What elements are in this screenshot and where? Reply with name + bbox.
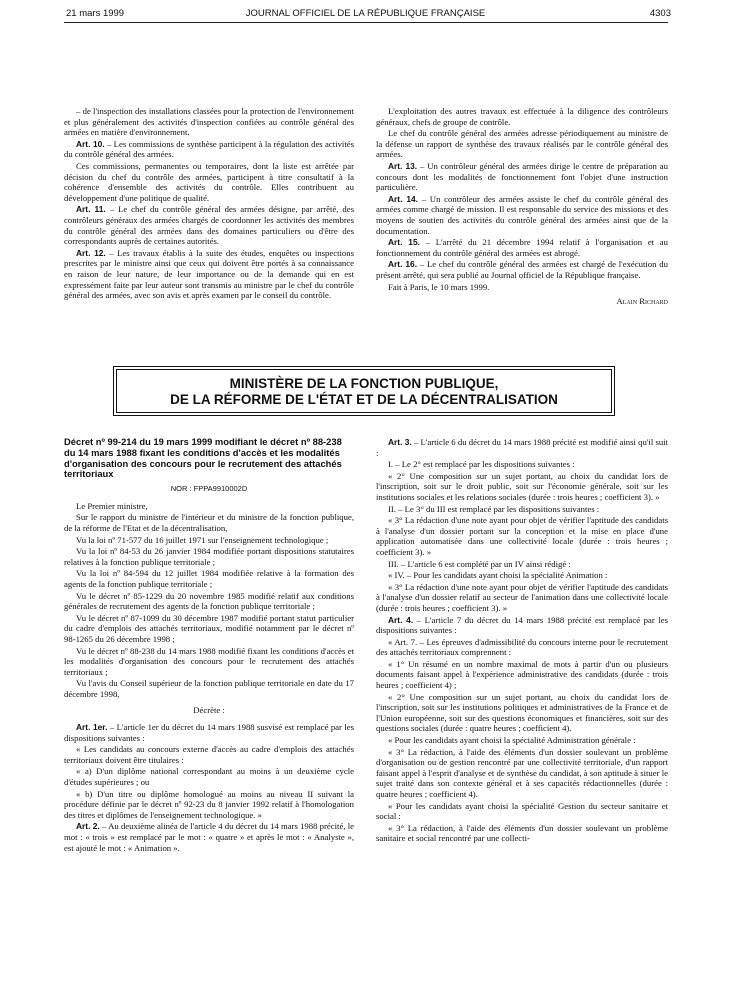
paragraph bbox=[64, 568, 354, 589]
paragraph-text: « 3° La rédaction, à l'aide des éléments d'un dossier soulevant un problème d'organisation ou de gestion rencontré par une collectivité territoriale, d'un rapport faisant appel à l'esprit d'analyse et de synthèse du candidat, à son aptitude à situer le sujet traité dans son contexte général et à ses capacités rédactionnelles (durée : quatre heures ; coefficient 4). bbox=[376, 746, 668, 799]
paragraph-text: « 2° Une composition sur un sujet portant, au choix du candidat lors de l'inscription, soit sur le droit public, soit sur l'économie générale, soit sur les institutions sociales et les relations sociales (durée : trois heures ; coefficient 3). » bbox=[376, 470, 668, 502]
paragraph bbox=[64, 106, 354, 138]
paragraph-text: – L'article 6 du décret du 14 mars 1988 précité est modifié ainsi qu'il suit : bbox=[376, 437, 668, 458]
paragraph bbox=[376, 692, 668, 734]
paragraph-text: Le chef du contrôle général des armées adresse périodiquement au ministre de la défense un rapport de synthèse des travaux réalisés par le contrôle général des armées. bbox=[376, 128, 668, 160]
paragraph-text: « Pour les candidats ayant choisi la spécialité Administration générale : bbox=[388, 735, 636, 746]
signature: Alain Richard bbox=[616, 296, 668, 307]
paragraph-text: « a) D'un diplôme national correspondant au moins à un deuxième cycle d'études supérieures ; ou bbox=[64, 766, 354, 788]
paragraph bbox=[64, 705, 354, 716]
paragraph bbox=[376, 615, 668, 636]
paragraph bbox=[64, 161, 354, 203]
paragraph-text: – Le chef du contrôle général des armées désigne, par arrêté, des contrôleurs généraux des armées chargés de coordonner les activités des membres du contrôle général des armées dans des domaines particuliers ou d'être des correspondants auprès de certaines autorités. bbox=[64, 204, 354, 247]
paragraph-text: – Un contrôleur général des armées dirige le centre de préparation au concours dont les modalités de fonctionnement font l'objet d'une instruction particulière. bbox=[376, 160, 668, 193]
header-rule bbox=[64, 22, 668, 23]
paragraph bbox=[376, 471, 668, 503]
paragraph-text: III. – L'article 6 est complété par un IV ainsi rédigé : bbox=[388, 558, 571, 569]
paragraph-text: Ces commissions, permanentes ou temporaires, dont la liste est arrêtée par décision du chef du contrôle des armées, participent à titre consultatif à la cohérence d'ensemble des activités du contrôle. Elles contribuent au développement d'une politique de qualité. bbox=[64, 160, 354, 203]
article-number: Art. 10. bbox=[76, 138, 105, 149]
paragraph bbox=[376, 823, 668, 844]
paragraph-text: « b) D'un titre ou diplôme homologué au moins au niveau II suivant la procédure définie par le décret nº 92-23 du 8 janvier 1992 relatif à l'homologation des titres et diplômes de l'enseignement technologique. » bbox=[64, 788, 354, 820]
paragraph-text: Vu le décret nº 85-1229 du 20 novembre 1985 modifié relatif aux conditions générales de recrutement des agents de la fonction publique territoriale ; bbox=[64, 590, 354, 612]
paragraph bbox=[376, 570, 668, 581]
paragraph-text: II. – Le 3° du III est remplacé par les dispositions suivantes : bbox=[388, 503, 600, 514]
article-number: Art. 13. bbox=[388, 160, 418, 171]
paragraph bbox=[64, 139, 354, 160]
header-journal-title: JOURNAL OFFICIEL DE LA RÉPUBLIQUE FRANÇAISE bbox=[245, 8, 486, 19]
paragraph bbox=[376, 106, 668, 127]
paragraph bbox=[64, 546, 354, 567]
article-number: Art. 2. bbox=[76, 821, 100, 832]
paragraph bbox=[376, 504, 668, 515]
article-number: Art. 14. bbox=[388, 193, 418, 204]
paragraph-text: « Art. 7. – Les épreuves d'admissibilité du concours interne pour le recrutement des attachés territoriaux comprennent : bbox=[376, 636, 668, 658]
paragraph bbox=[64, 766, 354, 787]
paragraph bbox=[64, 613, 354, 645]
article-number: Art. 3. bbox=[388, 437, 412, 447]
header-date: 21 mars 1999 bbox=[66, 8, 125, 19]
article-number: Art. 12. bbox=[76, 247, 106, 258]
paragraph-text: Vu le décret nº 87-1099 du 30 décembre 1987 modifié portant statut particulier du cadre d'emplois des attachés territoriaux, modifié notamment par le décret nº 98-1265 du 26 décembre 1998 ; bbox=[64, 612, 354, 644]
paragraph-text: I. – Le 2° est remplacé par les dispositions suivantes : bbox=[388, 459, 575, 470]
article-number: Art. 15. bbox=[388, 237, 420, 248]
paragraph-text: – Un contrôleur des armées assiste le chef du contrôle général des armées comme chargé de mission. Il est responsable du service des missions et des moyens de soutien des activités du contrôle général des armées ainsi que de la documentation. bbox=[376, 193, 668, 236]
paragraph-text: « IV. – Pour les candidats ayant choisi la spécialité Animation : bbox=[388, 570, 608, 581]
article-number: Art. 4. bbox=[388, 614, 414, 625]
paragraph bbox=[376, 194, 668, 236]
paragraph bbox=[64, 646, 354, 678]
paragraph bbox=[64, 722, 354, 743]
paragraph-text: Vu l'avis du Conseil supérieur de la fonction publique territoriale en date du 17 décembre 1998, bbox=[64, 678, 354, 699]
paragraph bbox=[376, 659, 668, 691]
paragraph-text: « Les candidats au concours externe d'accès au cadre d'emplois des attachés territoriaux doivent être titulaires : bbox=[64, 744, 354, 765]
paragraph bbox=[64, 248, 354, 301]
ministry-banner-line2: DE LA RÉFORME DE L'ÉTAT ET DE LA DÉCENTRALISATION bbox=[170, 392, 558, 407]
paragraph bbox=[64, 821, 354, 853]
paragraph-text: « 1° Un résumé en un nombre maximal de mots à partir d'un ou plusieurs documents faisant appel à l'expérience administrative des candidats (durée : trois heures ; coefficient 4) ; bbox=[376, 658, 668, 691]
paragraph-text: « Pour les candidats ayant choisi la spécialité Gestion du secteur sanitaire et social : bbox=[376, 800, 668, 822]
paragraph bbox=[376, 128, 668, 160]
paragraph bbox=[64, 512, 354, 533]
paragraph bbox=[376, 282, 668, 293]
paragraph bbox=[376, 237, 668, 258]
article-number: Art. 11. bbox=[76, 204, 106, 215]
paragraph-text: Sur le rapport du ministre de l'intérieur et du ministre de la fonction publique, de la réforme de l'Etat et de la décentralisation, bbox=[64, 512, 354, 533]
paragraph-text: « 3° La rédaction, à l'aide des éléments d'un dossier soulevant un problème sanitaire et social rencontré par une collecti- bbox=[376, 822, 668, 844]
paragraph-text: – L'article 7 du décret du 14 mars 1988 précité est remplacé par les dispositions suivantes : bbox=[376, 614, 668, 636]
paragraph bbox=[64, 204, 354, 246]
decret-nor: NOR : FPPA9910002D bbox=[170, 484, 248, 494]
paragraph-text: Vu le décret nº 88-238 du 14 mars 1988 modifié fixant les conditions d'accès et les modalités d'organisation des concours pour le recrutement des attachés territoriaux ; bbox=[64, 645, 354, 677]
paragraph-text: Vu la loi nº 84-594 du 12 juillet 1984 modifiée relative à la formation des agents de la fonction publique territoriale ; bbox=[64, 568, 354, 589]
paragraph bbox=[376, 582, 668, 614]
paragraph-text: – de l'inspection des installations classées pour la protection de l'environnement et plus généralement des activités d'inspection confiées au contrôle général des armées en matière d'environnement. bbox=[64, 106, 354, 138]
paragraph bbox=[376, 515, 668, 557]
paragraph-text: – L'article 1er du décret du 14 mars 1988 susvisé est remplacé par les dispositions suivantes : bbox=[64, 722, 354, 743]
top-left-column bbox=[64, 106, 354, 302]
paragraph bbox=[64, 744, 354, 765]
paragraph-text: Vu la loi nº 84-53 du 26 janvier 1984 modifiée portant dispositions statutaires relatives à la fonction publique territoriale ; bbox=[64, 546, 354, 567]
paragraph bbox=[376, 637, 668, 658]
paragraph-text: L'exploitation des autres travaux est effectuée à la diligence des contrôleurs généraux, chefs de groupe de contrôle. bbox=[376, 106, 668, 127]
paragraph bbox=[376, 559, 668, 570]
top-right-column bbox=[376, 106, 668, 308]
page-header bbox=[0, 6, 731, 22]
paragraph-text: Le Premier ministre, bbox=[76, 500, 148, 511]
ministry-banner-line1: MINISTÈRE DE LA FONCTION PUBLIQUE, bbox=[229, 376, 499, 391]
paragraph bbox=[376, 459, 668, 470]
header-page-number: 4303 bbox=[649, 8, 671, 19]
paragraph-text: Décrète : bbox=[193, 705, 225, 716]
article-number: Art. 1er. bbox=[76, 722, 108, 733]
paragraph-text: « 3° La rédaction d'une note ayant pour objet de vérifier l'aptitude des candidats à l'analyse d'un dossier relatif au secteur de l'animation dans une collectivité locale (durée : trois heures ; coefficient 3). » bbox=[376, 581, 668, 613]
paragraph-text: « 3° La rédaction d'une note ayant pour objet de vérifier l'aptitude des candidats à l'analyse d'un dossier portant sur la conception et la mise en place d'une application automatisée dans une collectivité locale (durée : trois heures ; coefficient 3). » bbox=[376, 515, 668, 557]
paragraph-text: – Au deuxième alinéa de l'article 4 du décret du 14 mars 1988 précité, le mot : « trois » est remplacé par le mot : « quatre » et après le mot : « Analyste », est ajouté le mot : « Animation ». bbox=[64, 821, 354, 853]
bottom-right-column bbox=[376, 437, 668, 845]
paragraph bbox=[64, 591, 354, 612]
decret-title: Décret nº 99-214 du 19 mars 1999 modifiant le décret nº 88-238 du 14 mars 1988 fixant les conditions d'accès et les modalités d'organisation des concours pour le recrutement des attachés territoriaux bbox=[64, 436, 342, 480]
paragraph-text: Fait à Paris, le 10 mars 1999. bbox=[388, 281, 490, 292]
paragraph bbox=[64, 789, 354, 821]
paragraph bbox=[376, 747, 668, 800]
article-number: Art. 16. bbox=[388, 259, 418, 270]
paragraph bbox=[64, 678, 354, 699]
ministry-banner bbox=[116, 369, 612, 413]
paragraph-text: – Les commissions de synthèse participent à la régulation des activités du contrôle général des armées. bbox=[64, 138, 354, 160]
bottom-left-column bbox=[64, 437, 354, 854]
paragraph bbox=[376, 735, 668, 746]
paragraph bbox=[64, 501, 354, 512]
paragraph-text: Vu la loi nº 71-577 du 16 juillet 1971 sur l'enseignement technologique ; bbox=[76, 534, 329, 545]
paragraph bbox=[376, 259, 668, 280]
paragraph bbox=[376, 437, 668, 458]
paragraph-text: – Le chef du contrôle général des armées est chargé de l'exécution du présent arrêté, qui sera publié au Journal officiel de la République française. bbox=[376, 259, 668, 280]
paragraph-text: – Les travaux établis à la suite des études, enquêtes ou inspections prescrites par le ministre ainsi que ceux qui doivent être portés à sa connaissance en raison de leur nature, de leur importance ou de la demande qui en est expressément faite par leur auteur sont transmis au ministre par le chef du contrôle général des armées, avec son avis et après examen par le conseil du contrôle. bbox=[64, 247, 354, 301]
paragraph bbox=[376, 161, 668, 193]
paragraph bbox=[64, 535, 354, 546]
paragraph-text: « 2° Une composition sur un sujet portant, au choix du candidat lors de l'inscription, soit sur les institutions politiques et administratives de la France et de l'Union européenne, soit sur des questions économiques et financières, soit sur des questions sociales (durée : quatre heures ; coefficient 4). bbox=[376, 691, 668, 734]
paragraph-text: – L'arrêté du 21 décembre 1994 relatif à l'organisation et au fonctionnement du contrôle général des armées est abrogé. bbox=[376, 237, 668, 258]
paragraph bbox=[376, 801, 668, 822]
